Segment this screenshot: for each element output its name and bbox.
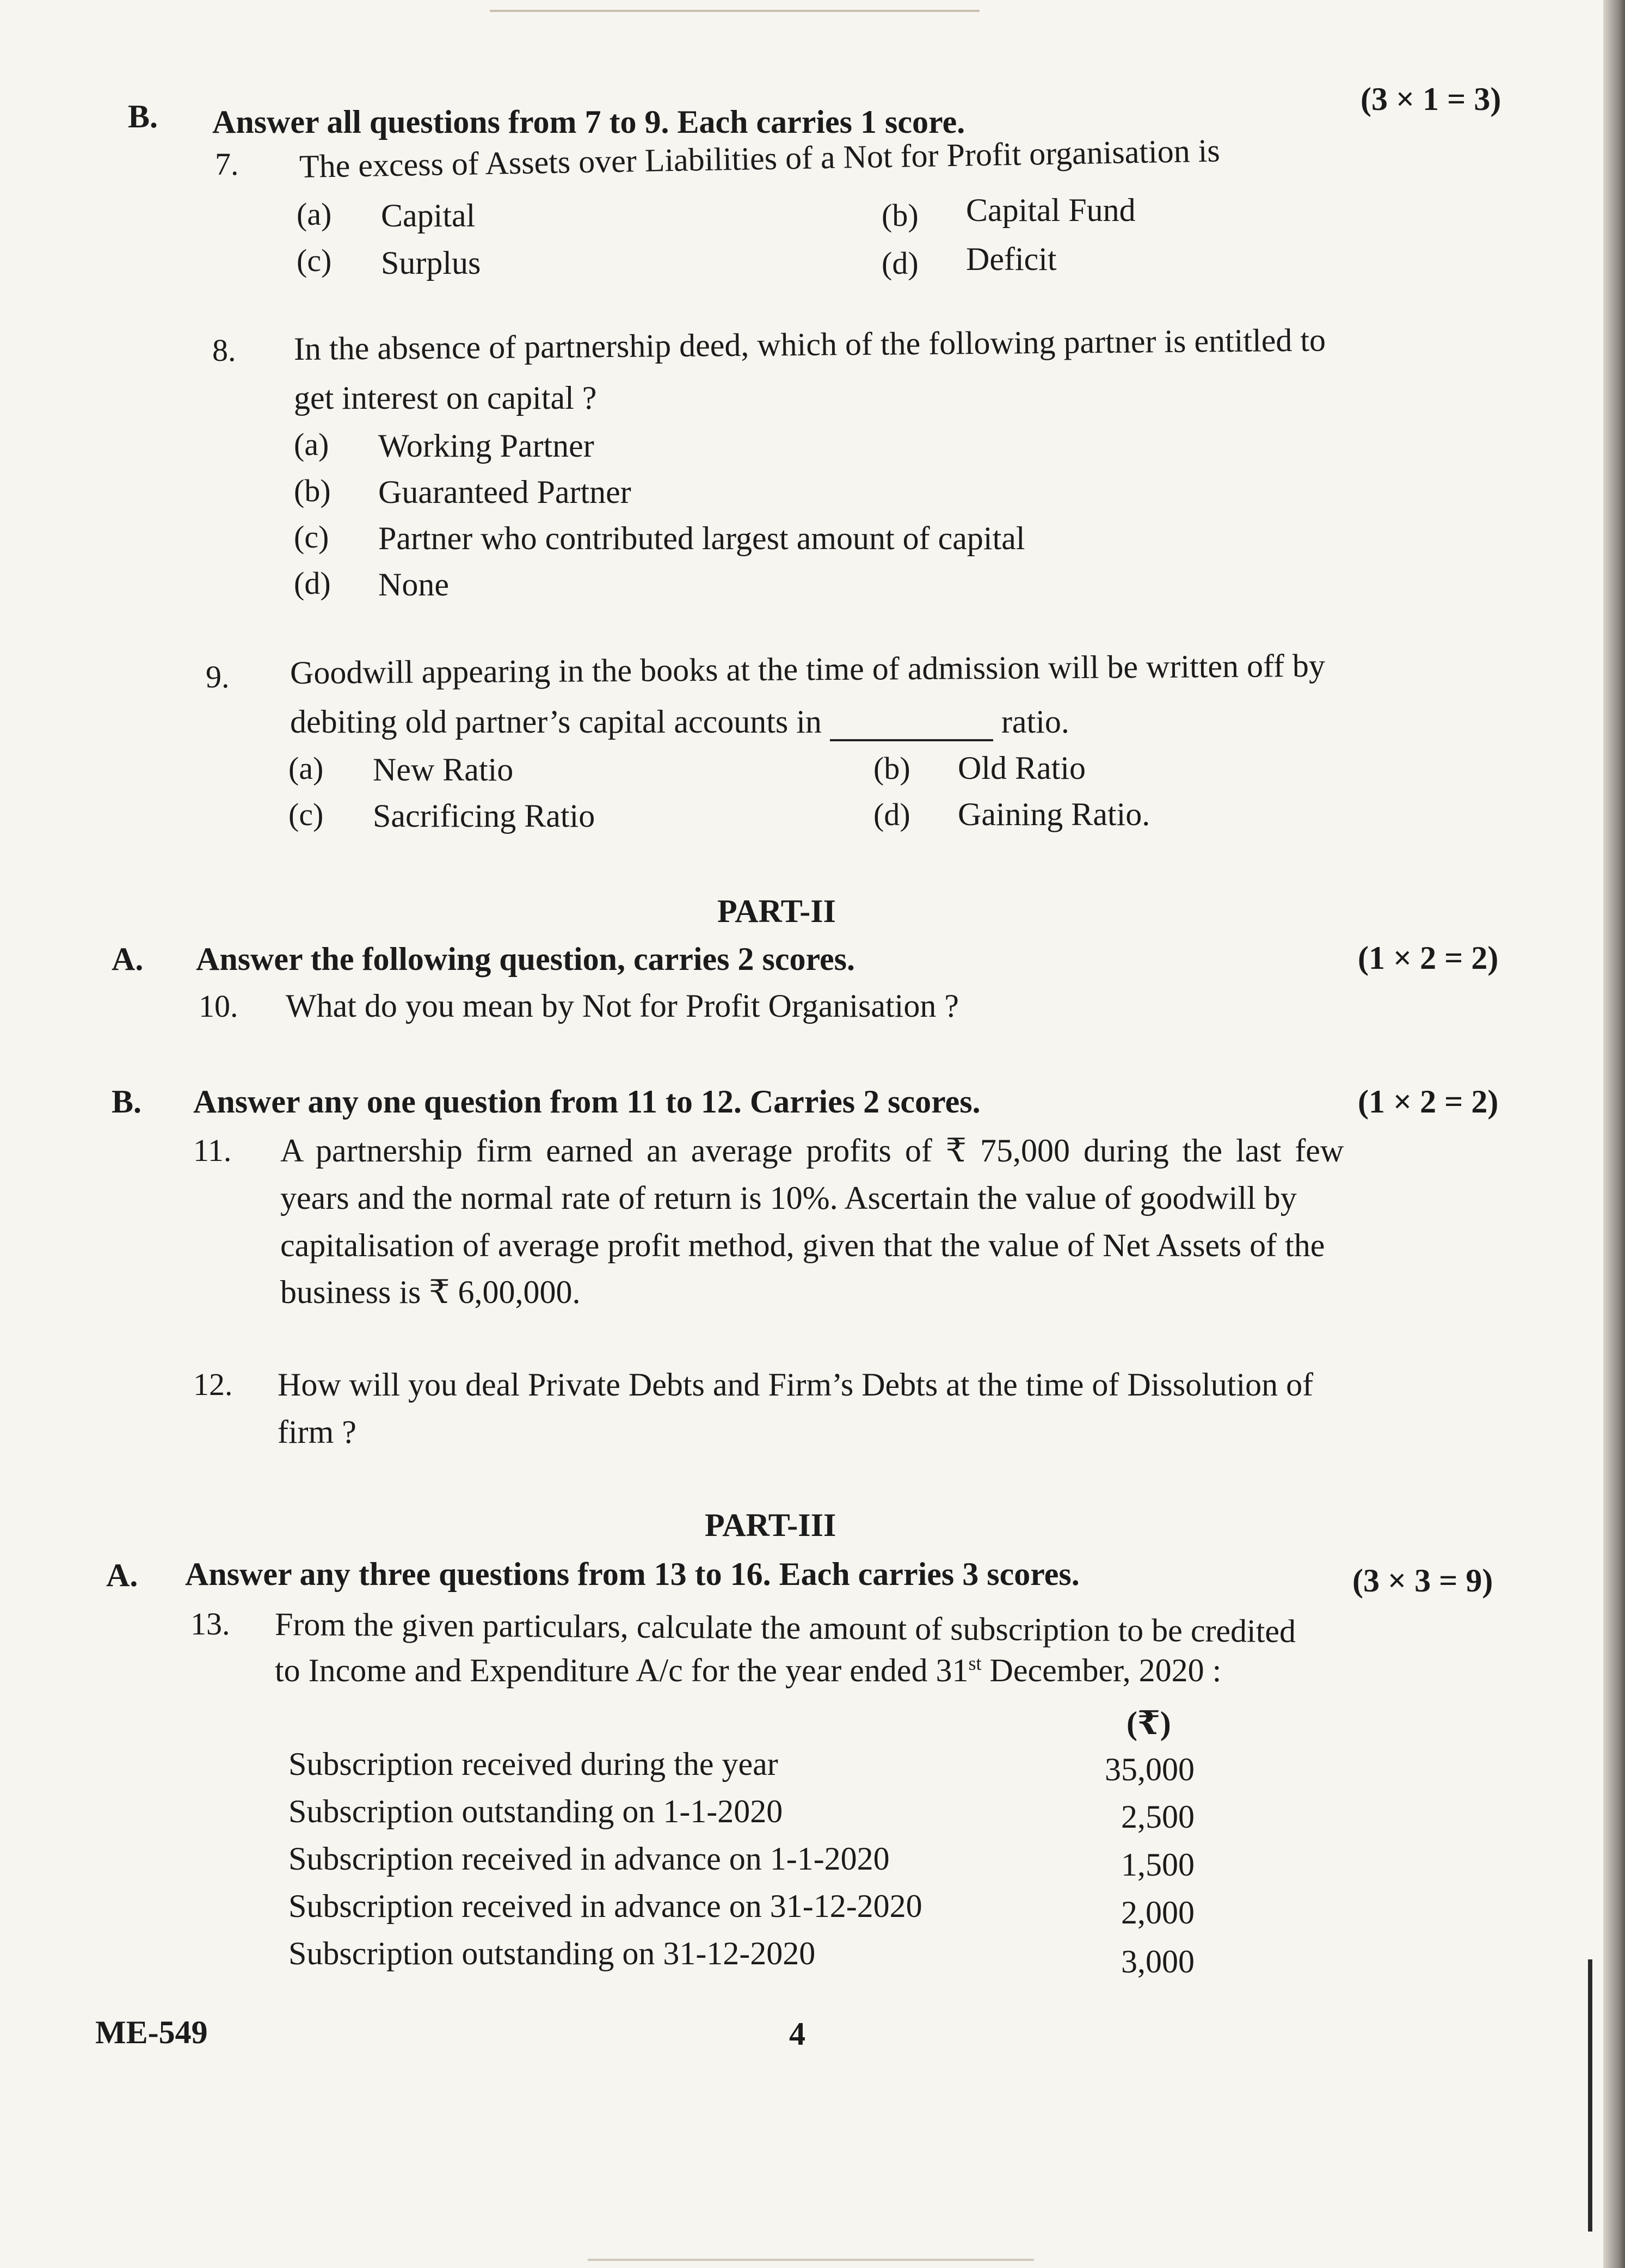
section-b-instruction: Answer all questions from 7 to 9. Each carries 1 score. (212, 104, 965, 140)
q13-line2-start: to Income and Expenditure A/c for the year ended 31 (275, 1652, 969, 1688)
q9-option-a-key: (a) (288, 751, 324, 786)
section-b-marks: (3 × 1 = 3) (1361, 81, 1501, 117)
q8-option-a-key: (a) (294, 427, 329, 462)
part2-b-label: B. (112, 1084, 142, 1120)
q7-option-a: Capital (381, 198, 476, 233)
q11-line3: capitalisation of average profit method, given that the value of Net Assets of the (280, 1227, 1325, 1263)
q9-option-d-key: (d) (873, 797, 910, 832)
part2-a-instruction: Answer the following question, carries 2 scores. (196, 941, 855, 977)
margin-mark (1588, 1959, 1592, 2232)
q9-line2 (290, 702, 1069, 741)
q11-line2: years and the normal rate of return is 10%. Ascertain the value of goodwill by (280, 1180, 1297, 1216)
q12-line1: How will you deal Private Debts and Firm’s Debts at the time of Dissolution of (278, 1367, 1314, 1403)
section-b-label: B. (128, 99, 158, 134)
q8-option-d-key: (d) (294, 566, 331, 601)
q7-option-b: Capital Fund (966, 192, 1136, 228)
q9-option-d: Gaining Ratio. (958, 796, 1150, 832)
q11-number: 11. (193, 1133, 232, 1168)
q8-option-d: None (378, 567, 449, 603)
q11-line4: business is ₹ 6,00,000. (280, 1274, 581, 1310)
q7-number: 7. (215, 146, 239, 182)
q7-option-b-key: (b) (882, 198, 919, 233)
q7-option-d-key: (d) (882, 245, 919, 281)
q13-row-amount: 35,000 (1105, 1751, 1195, 1787)
q9-option-c: Sacrificing Ratio (373, 798, 595, 834)
top-scan-line (490, 10, 980, 12)
q9-option-a: New Ratio (373, 752, 514, 788)
q13-row-label: Subscription received during the year (288, 1746, 778, 1782)
q9-line1: Goodwill appearing in the books at the time of admission will be written off by (290, 647, 1326, 691)
q13-row-label: Subscription outstanding on 31-12-2020 (288, 1935, 816, 1971)
q10-text: What do you mean by Not for Profit Organisation ? (286, 988, 959, 1024)
q13-row-label: Subscription received in advance on 31-12-2020 (288, 1888, 922, 1924)
part2-b-instruction: Answer any one question from 11 to 12. Carries 2 scores. (193, 1084, 981, 1120)
q7-option-c-key: (c) (297, 243, 332, 278)
page-edge-shadow (1603, 0, 1625, 2268)
q13-number: 13. (190, 1606, 230, 1642)
part2-b-marks: (1 × 2 = 2) (1358, 1084, 1499, 1120)
q9-option-b-key: (b) (873, 751, 910, 786)
q12-line2: firm ? (278, 1414, 356, 1450)
part3-title: PART-III (705, 1507, 836, 1543)
q7-option-a-key: (a) (297, 196, 332, 232)
q9-line2-start: debiting old partner’s capital accounts in (290, 704, 822, 740)
footer-paper-code: ME-549 (95, 2014, 208, 2050)
q9-line2-end: ratio. (1001, 704, 1069, 740)
part2-a-label: A. (112, 941, 144, 977)
q13-row-label: Subscription outstanding on 1-1-2020 (288, 1793, 783, 1829)
q9-number: 9. (206, 659, 230, 694)
part3-a-marks: (3 × 3 = 9) (1352, 1563, 1493, 1599)
q9-fill-blank (830, 712, 993, 741)
part2-a-marks: (1 × 2 = 2) (1358, 940, 1499, 976)
part3-a-instruction: Answer any three questions from 13 to 16. Each carries 3 scores. (185, 1556, 1080, 1592)
q8-line2: get interest on capital ? (294, 380, 597, 416)
q13-row-label: Subscription received in advance on 1-1-2020 (288, 1841, 890, 1877)
q8-option-a: Working Partner (378, 428, 594, 464)
q13-line2 (275, 1651, 1221, 1690)
bottom-scan-line (588, 2259, 1034, 2261)
q7-option-d: Deficit (966, 241, 1057, 277)
q7-text: The excess of Assets over Liabilities of a Not for Profit organisation is (299, 132, 1221, 185)
q8-option-b: Guaranteed Partner (378, 474, 631, 510)
q8-option-b-key: (b) (294, 473, 331, 508)
q13-currency-header: (₹) (1127, 1705, 1171, 1741)
q13-row-amount: 1,500 (1121, 1847, 1195, 1883)
q13-line2-end: December, 2020 : (981, 1652, 1222, 1688)
q7-option-c: Surplus (381, 245, 481, 281)
q8-option-c: Partner who contributed largest amount of capital (378, 520, 1025, 556)
q8-line1: In the absence of partnership deed, which of the following partner is entitled to (293, 322, 1326, 367)
part3-a-label: A. (106, 1557, 138, 1593)
q8-option-c-key: (c) (294, 519, 329, 555)
q13-row-amount: 3,000 (1121, 1944, 1195, 1980)
q12-number: 12. (193, 1367, 233, 1402)
q13-row-amount: 2,000 (1121, 1895, 1195, 1931)
q10-number: 10. (199, 988, 238, 1024)
q13-row-amount: 2,500 (1121, 1799, 1195, 1835)
q13-line2-superscript: st (968, 1652, 982, 1674)
q11-line1: A partnership firm earned an average profits of ₹ 75,000 during the last few (280, 1133, 1344, 1169)
footer-page-number: 4 (789, 2016, 805, 2052)
q9-option-c-key: (c) (288, 797, 324, 832)
q13-line1: From the given particulars, calculate the amount of subscription to be credited (274, 1606, 1296, 1650)
q9-option-b: Old Ratio (958, 750, 1086, 786)
part2-title: PART-II (717, 893, 836, 929)
q8-number: 8. (212, 333, 236, 368)
